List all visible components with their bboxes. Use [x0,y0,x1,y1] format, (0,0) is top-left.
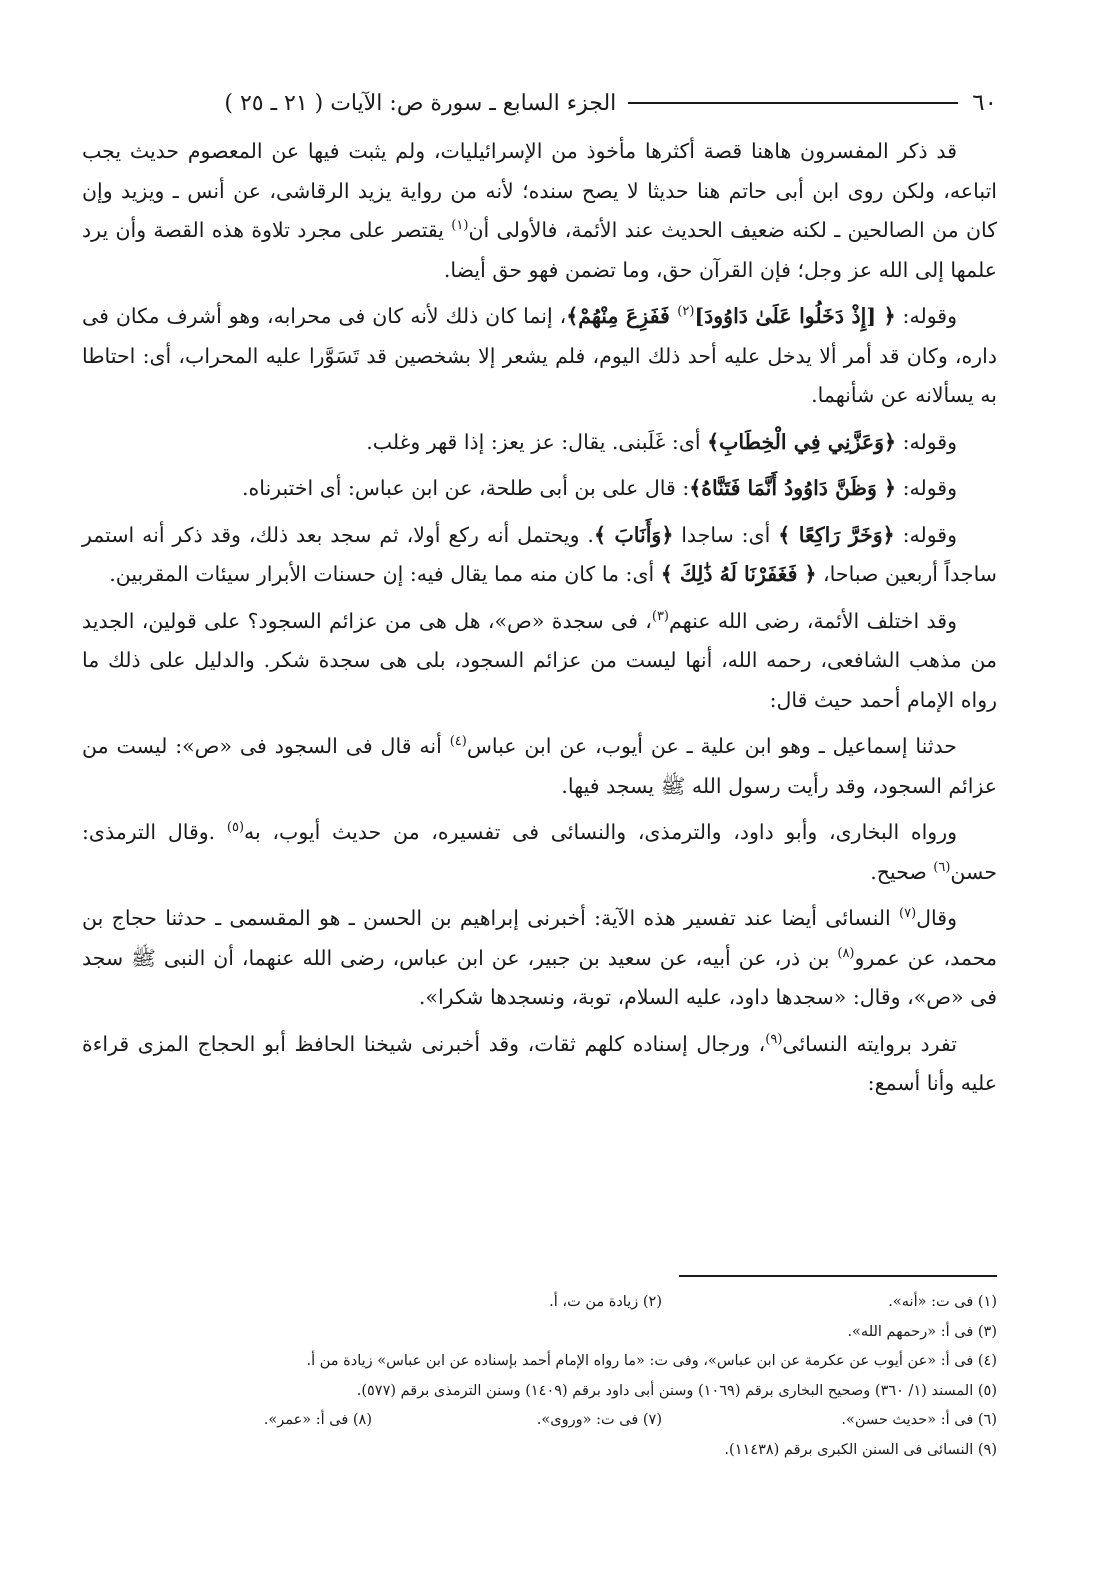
quran-quote: ﴿وَعَزَّنِي فِي الْخِطَابِ﴾ [707,429,897,454]
footnote-ref: (٧) [899,906,917,922]
footnote: (٢) زيادة من ت، أ. [549,1294,662,1310]
quran-quote: ﴿ وَظَنَّ دَاوُودُ أَنَّمَا فَتَنَّاهُ﴾ [689,476,897,500]
paragraph: حدثنا إسماعيل ـ وهو ابن علية ـ عن أيوب، عن ابن عباس$^{(٤)}$ أنه قال فى السجود فى «ص»: ليست من عزائم السجود، وقد رأيت رسول الله ﷺ يسجد فيها. [82,734,997,798]
footnote-ref: (٤) [449,734,467,750]
footnote-ref: (٥) [226,820,245,836]
footnote-row [127,1436,997,1466]
footnote-ref: (٣) [651,608,669,624]
footnote: (١) فى ت: «أنه». [888,1294,997,1310]
quran-quote: فَفَزِعَ مِنْهُمْ﴾ [566,304,678,328]
footnote-row [127,1347,997,1377]
running-title: الجزء السابع ـ سورة ص: الآيات ( ٢١ ـ ٢٥ ) [224,90,617,116]
main-text [82,132,997,1111]
footnote-ref: (٩) [765,1031,783,1047]
paragraph: وقوله: ﴿ وَظَنَّ دَاوُودُ أَنَّمَا فَتَنَّاهُ﴾: قال على بن أبى طلحة، عن ابن عباس: أى اختبرناه. [241,476,957,500]
footnote: (٥) المسند (١/ ٣٦٠) وصحيح البخارى برقم (١٠٦٩) وسنن أبى داود برقم (١٤٠٩) وسنن الترمذى برقم (٥٧٧). [356,1382,997,1399]
footnote: (٦) فى أ: «حديث حسن». [841,1412,997,1428]
page-number: ٦٠ [972,90,997,116]
paragraph: وقوله: ﴿وَخَرَّ رَاكِعًا ﴾ أى: ساجدا ﴿وَأَنَابَ ﴾. ويحتمل أنه ركع أولا، ثم سجد بعد ذلك، وقد ذكر أنه استمر ساجداً أربعين صباحا، ﴿ فَغَفَرْنَا لَهُ ذَٰلِكَ ﴾ أى: ما كان منه مما يقال فيه: إن حسنات الأبرار سيئات المقربين. [82,522,997,586]
quran-quote: ﴿ [إِذْ دَخَلُوا عَلَىٰ دَاوُودَ] [694,304,896,328]
footnote: (٤) فى أ: «عن أيوب عن عكرمة عن ابن عباس»، وفى ت: «ما رواه الإمام أحمد بإسناده عن ابن عباس» زيادة من أ. [306,1353,997,1369]
footnote-separator [679,1275,997,1277]
footnotes [127,1288,997,1465]
footnote-ref: (٨) [837,945,855,961]
footnote-row [127,1318,997,1348]
footnote-ref: (٢) [677,304,695,320]
footnote: (٧) فى ت: «وروى». [536,1412,662,1428]
paragraph: وقوله: ﴿ [إِذْ دَخَلُوا عَلَىٰ دَاوُودَ]$^{(٢)}$ فَفَزِعَ مِنْهُمْ﴾، إنما كان ذلك لأنه كان فى محرابه، وهو أشرف مكان فى داره، وكان قد أمر ألا يدخل عليه أحد ذلك اليوم، فلم يشعر إلا بشخصين قد تَسَوَّرا عليه المحراب، أى: احتاطا به يسألانه عن شأنهما. [82,304,997,407]
paragraph: وقال$^{(٧)}$ النسائى أيضا عند تفسير هذه الآية: أخبرنى إبراهيم بن الحسن ـ هو المقسمى ـ حدثنا حجاج بن محمد، عن عمرو$^{(٨)}$ بن ذر، عن أبيه، عن سعيد بن جبير، عن ابن عباس، رضى الله عنهما، أن النبى ﷺ سجد فى «ص»، وقال: «سجدها داود، عليه السلام، توبة، ونسجدها شكرا». [82,906,997,1009]
footnote: (٨) فى أ: «عمر». [263,1412,372,1428]
quran-quote: ﴿ فَغَفَرْنَا لَهُ ذَٰلِكَ ﴾ [660,562,817,586]
footnote-ref: (٦) [933,859,951,875]
paragraph: وقوله: ﴿وَعَزَّنِي فِي الْخِطَابِ﴾ أى: غَلَبنى. يقال: عز يعز: إذا قهر وغلب. [366,429,957,454]
running-header [82,86,997,120]
paragraph: وقد اختلف الأئمة، رضى الله عنهم$^{(٣)}$، فى سجدة «ص»، هل هى من عزائم السجود؟ على قولين، الجديد من مذهب الشافعى، رحمه الله، أنها ليست من عزائم السجود، بلى هى سجدة شكر. والدليل على ذلك ما رواه الإمام أحمد حيث قال: [82,608,997,712]
paragraph: تفرد بروايته النسائى$^{(٩)}$، ورجال إسناده كلهم ثقات، وقد أخبرنى شيخنا الحافظ أبو الحجاج المزى قراءة عليه وأنا أسمع: [82,1031,997,1095]
footnote-row [127,1377,997,1407]
footnote: (٣) فى أ: «رحمهم الله». [847,1323,997,1340]
paragraph: ورواه البخارى، وأبو داود، والترمذى، والنسائى فى تفسيره، من حديث أيوب، به$^{(٥)}$ .وقال الترمذى: حسن$^{(٦)}$ صحيح. [82,820,997,884]
header-rule [628,102,958,104]
footnote-row [127,1406,997,1436]
footnote: (٩) النسائى فى السنن الكبرى برقم (١١٤٣٨). [724,1441,997,1458]
quran-quote: ﴿وَأَنَابَ ﴾ [593,522,674,547]
quran-quote: ﴿وَخَرَّ رَاكِعًا ﴾ [778,522,895,547]
footnote-row [127,1288,997,1318]
footnote-ref: (١) [451,218,469,234]
paragraph: قد ذكر المفسرون هاهنا قصة أكثرها مأخوذ من الإسرائيليات، ولم يثبت فيها عن المعصوم حديث يجب اتباعه، ولكن روى ابن أبى حاتم هنا حديثا لا يصح سنده؛ لأنه من رواية يزيد الرقاشى، عن أنس ـ ويزيد وإن كان من الصالحين ـ لكنه ضعيف الحديث عند الأئمة، فالأولى أن$^{(١)}$ يقتصر على مجرد تلاوة هذه القصة وأن يرد علمها إلى الله عز وجل؛ فإن القرآن حق، وما تضمن فهو حق أيضا. [82,139,998,282]
